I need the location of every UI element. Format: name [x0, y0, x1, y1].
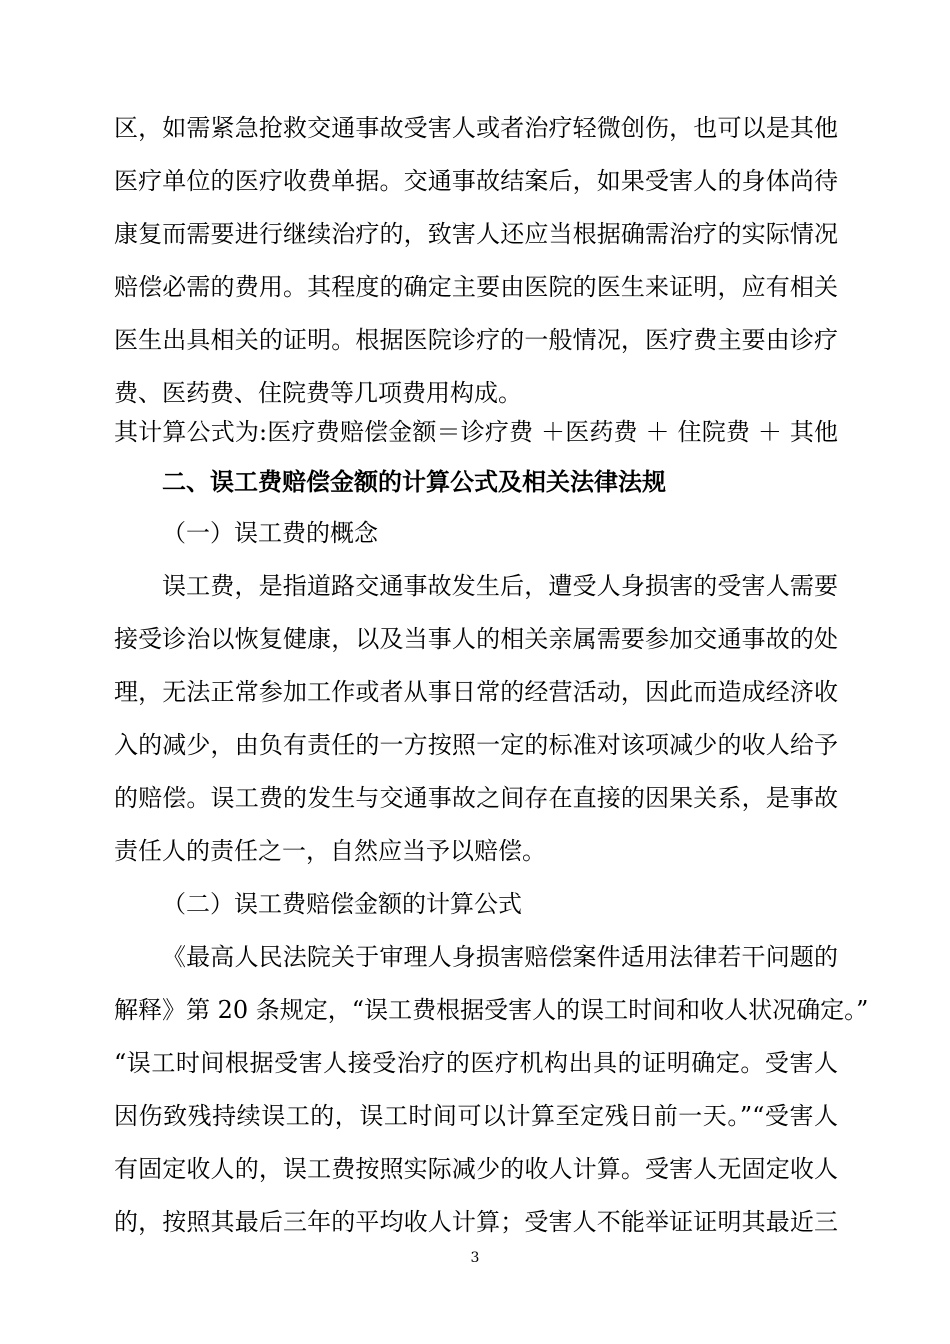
paragraph-line: 费、医药费、住院费等几项费用构成。	[114, 379, 522, 407]
paragraph-line: 入的减少，由负有责任的一方按照一定的标准对该项减少的收人给予	[114, 731, 838, 759]
paragraph-line: 区，如需紧急抢救交通事故受害人或者治疗轻微创伤，也可以是其他	[114, 114, 838, 142]
subsection-heading: （二）误工费赔偿金额的计算公式	[162, 890, 522, 918]
paragraph-line: 解释》第 20 条规定，“误工费根据受害人的误工时间和收人状况确定。”	[114, 996, 869, 1024]
subsection-heading: （一）误工费的概念	[162, 519, 378, 547]
paragraph-line: 因伤致残持续误工的，误工时间可以计算至定残日前一天。”“受害人	[114, 1102, 838, 1130]
section-heading: 二、误工费赔偿金额的计算公式及相关法律法规	[162, 468, 666, 496]
paragraph-line: “误工时间根据受害人接受治疗的医疗机构出具的证明确定。受害人	[114, 1049, 838, 1077]
paragraph-line: 理，无法正常参加工作或者从事日常的经营活动，因此而造成经济收	[114, 678, 838, 706]
paragraph-line: 康复而需要进行继续治疗的，致害人还应当根据确需治疗的实际情况	[114, 220, 838, 248]
formula-line: 其计算公式为:医疗费赔偿金额＝诊疗费 ＋医药费 ＋ 住院费 ＋ 其他	[114, 418, 838, 446]
paragraph-line: 医疗单位的医疗收费单据。交通事故结案后，如果受害人的身体尚待	[114, 167, 838, 195]
page-number: 3	[470, 1250, 480, 1266]
paragraph-line: 责任人的责任之一，自然应当予以赔偿。	[114, 837, 546, 865]
paragraph-line: 的赔偿。误工费的发生与交通事故之间存在直接的因果关系，是事故	[114, 784, 838, 812]
paragraph-line: 赔偿必需的费用。其程度的确定主要由医院的医生来证明，应有相关	[114, 273, 838, 301]
paragraph-line: 误工费，是指道路交通事故发生后，遭受人身损害的受害人需要	[162, 572, 838, 600]
paragraph-line: 《最高人民法院关于审理人身损害赔偿案件适用法律若干问题的	[162, 943, 838, 971]
paragraph-line: 接受诊治以恢复健康，以及当事人的相关亲属需要参加交通事故的处	[114, 625, 838, 653]
paragraph-line: 有固定收人的，误工费按照实际减少的收人计算。受害人无固定收人	[114, 1155, 838, 1183]
paragraph-line: 的，按照其最后三年的平均收人计算；受害人不能举证证明其最近三	[114, 1208, 838, 1236]
paragraph-line: 医生出具相关的证明。根据医院诊疗的一般情况，医疗费主要由诊疗	[114, 326, 838, 354]
